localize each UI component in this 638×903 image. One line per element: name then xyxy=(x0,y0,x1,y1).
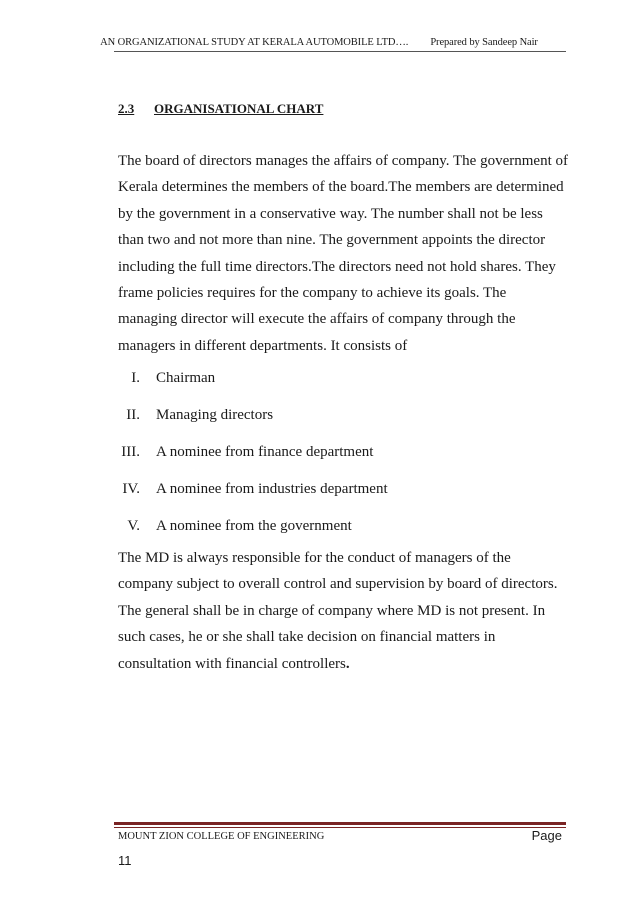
footer-college-name: MOUNT ZION COLLEGE OF ENGINEERING xyxy=(118,831,325,842)
footer-divider-thick xyxy=(114,822,566,825)
list-item-text: A nominee from the government xyxy=(156,518,352,534)
header-divider xyxy=(114,51,566,52)
footer-divider-thin xyxy=(114,827,566,828)
running-header xyxy=(0,37,638,48)
list-item xyxy=(118,369,568,406)
list-numeral: IV. xyxy=(122,481,140,497)
list-numeral: I. xyxy=(131,370,140,386)
md-paragraph xyxy=(118,545,568,677)
md-paragraph-body: The MD is always responsible for the conduct of managers of the company subject to overall control and supervision by board of directors. The general shall be in charge of company where MD is not present. In such cases, he or she shall take decision on financial matters in consultation with financial controllers xyxy=(118,550,558,672)
list-item xyxy=(118,443,568,480)
board-members-list xyxy=(118,369,568,554)
list-numeral: V. xyxy=(127,518,140,534)
header-author: Prepared by Sandeep Nair xyxy=(430,37,538,48)
section-heading xyxy=(118,101,323,117)
list-item-text: Managing directors xyxy=(156,407,274,423)
list-item-text: A nominee from industries department xyxy=(156,481,388,497)
list-item-text: A nominee from finance department xyxy=(156,444,374,460)
list-numeral: III. xyxy=(121,444,140,460)
list-item xyxy=(118,480,568,517)
list-numeral: II. xyxy=(126,407,140,423)
md-paragraph-end: . xyxy=(345,655,350,672)
header-title: AN ORGANIZATIONAL STUDY AT KERALA AUTOMOBILE LTD…. xyxy=(100,37,409,48)
list-item xyxy=(118,406,568,443)
intro-paragraph: The board of directors manages the affairs of company. The government of Kerala determines the members of the board.The members are determined by the government in a conservative way. The number shall not be less than two and not more than nine. The government appoints the director including the full time directors.The directors need not hold shares. They frame policies requires for the company to achieve its goals. The managing director will execute the affairs of company through the managers in different departments. It consists of xyxy=(118,153,568,354)
list-item-text: Chairman xyxy=(156,370,216,386)
footer-page-label: Page xyxy=(531,828,562,843)
section-number: 2.3 xyxy=(118,101,135,116)
page-number: 11 xyxy=(118,853,132,868)
section-title: ORGANISATIONAL CHART xyxy=(154,101,324,116)
